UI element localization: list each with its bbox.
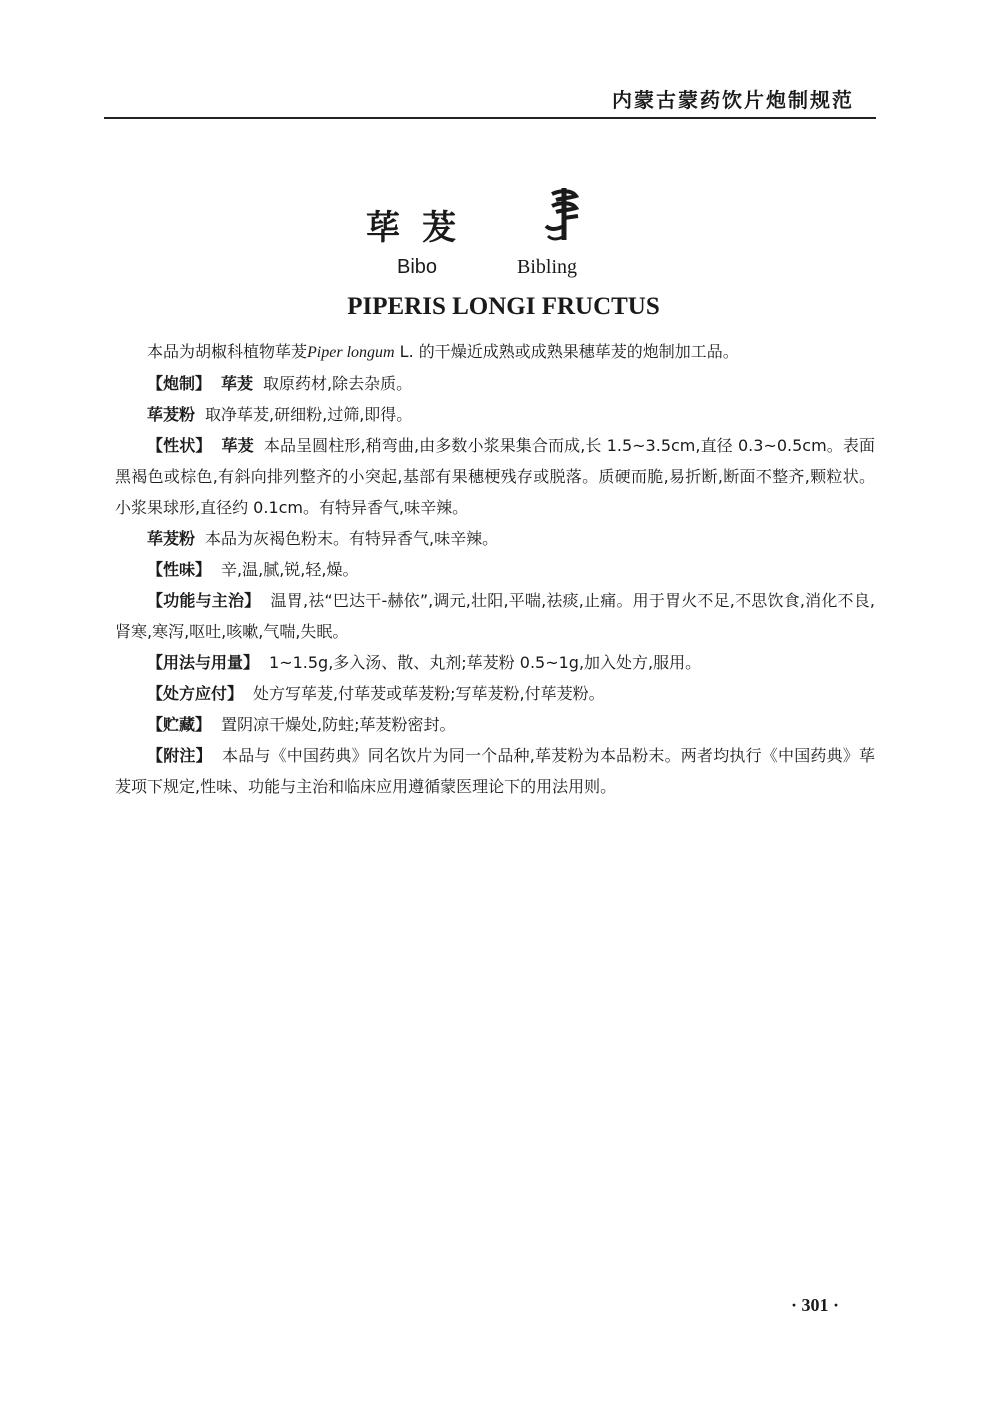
entry-title-latin: PIPERIS LONGI FRUCTUS	[347, 293, 660, 320]
page-number: · 301 ·	[791, 1295, 840, 1315]
prescription-heading: 【处方应付】	[147, 684, 244, 703]
function-text: 温胃,祛“巴达干-赫依”,调元,壮阳,平喘,祛痰,止痛。用于胃火不足,不思饮食,消化不良,肾寒,寒泻,呕吐,咳嗽,气喘,失眠。	[115, 591, 875, 641]
storage-text: 置阴凉干燥处,防蛀;荜茇粉密封。	[221, 715, 456, 734]
processing-item2-text: 取净荜茇,研细粉,过筛,即得。	[205, 405, 413, 424]
intro-paragraph	[115, 336, 875, 368]
description-heading: 【性状】	[147, 436, 212, 455]
description-item2-name: 荜茇粉	[147, 529, 196, 548]
usage-text: 1~1.5g,多入汤、散、丸剂;荜茇粉 0.5~1g,加入处方,服用。	[269, 653, 702, 672]
note-paragraph	[115, 740, 875, 802]
species-authority: L.	[394, 342, 419, 361]
note-heading: 【附注】	[147, 746, 212, 765]
function-paragraph	[115, 585, 875, 647]
entry-title-mongolian-latin: Bibling	[517, 256, 578, 278]
processing-item2-name: 荜茇粉	[147, 405, 196, 424]
function-heading: 【功能与主治】	[147, 591, 261, 610]
processing-item1-text: 取原药材,除去杂质。	[263, 374, 413, 393]
entry-title-pinyin: Bibo	[397, 256, 438, 278]
mongolian-script-title	[538, 186, 586, 242]
entry-body	[115, 336, 875, 802]
description-paragraph	[115, 430, 875, 523]
running-header-title: 内蒙古蒙药饮片炮制规范	[612, 88, 854, 112]
entry-title-chinese: 荜茇	[366, 208, 478, 248]
storage-heading: 【贮藏】	[147, 715, 212, 734]
description-item1-text: 本品呈圆柱形,稍弯曲,由多数小浆果集合而成,长 1.5~3.5cm,直径 0.3~0.5cm。表面黑褐色或棕色,有斜向排列整齐的小突起,基部有果穗梗残存或脱落。质硬而脆,易折断,断面不整齐,颗粒状。小浆果球形,直径约 0.1cm。有特异香气,味辛辣。	[115, 436, 875, 517]
description-item2-text: 本品为灰褐色粉末。有特异香气,味辛辣。	[205, 529, 499, 548]
intro-prefix: 本品为胡椒科植物荜茇	[147, 342, 308, 361]
taste-paragraph	[115, 554, 875, 585]
species-name: Piper longum	[307, 344, 395, 361]
taste-heading: 【性味】	[147, 560, 212, 579]
prescription-text: 处方写荜茇,付荜茇或荜茇粉;写荜茇粉,付荜茇粉。	[253, 684, 605, 703]
processing-powder-paragraph	[115, 399, 875, 430]
header-rule	[104, 117, 876, 119]
taste-text: 辛,温,腻,锐,轻,燥。	[221, 560, 359, 579]
processing-heading: 【炮制】	[147, 374, 212, 393]
description-powder-paragraph	[115, 523, 875, 554]
prescription-paragraph	[115, 678, 875, 709]
usage-paragraph	[115, 647, 875, 678]
usage-heading: 【用法与用量】	[147, 653, 260, 672]
note-text: 本品与《中国药典》同名饮片为同一个品种,荜茇粉为本品粉末。两者均执行《中国药典》荜茇项下规定,性味、功能与主治和临床应用遵循蒙医理论下的用法用则。	[115, 746, 875, 796]
processing-paragraph	[115, 368, 875, 399]
intro-suffix: 的干燥近成熟或成熟果穗荜茇的炮制加工品。	[418, 342, 739, 361]
description-item1-name: 荜茇	[221, 436, 254, 455]
storage-paragraph	[115, 709, 875, 740]
processing-item1-name: 荜茇	[221, 374, 254, 393]
